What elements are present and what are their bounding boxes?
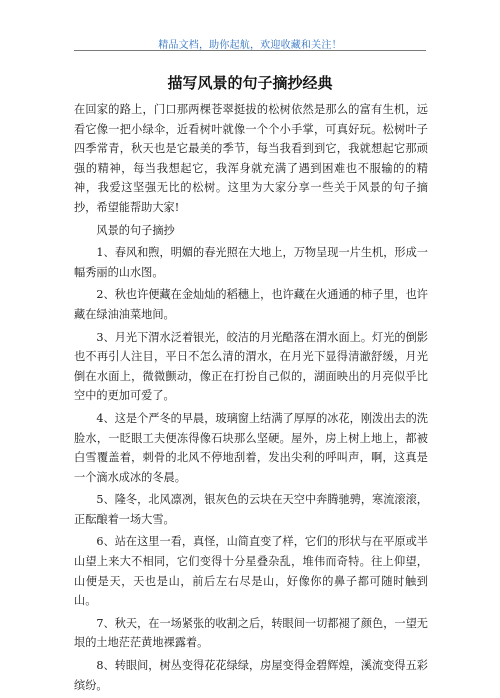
document-body — [74, 100, 428, 698]
list-item: 7、秋天，在一场紧张的收割之后，转眼间一切都褪了颜色，一望无垠的土地茫茫黄地裸露着。 — [74, 616, 428, 650]
intro-paragraph: 在回家的路上，门口那两棵苍翠挺拔的松树依然是那么的富有生机，远看它像一把小绿伞，近看树叶就像一个个小手掌，可真好玩。松树叶子四季常青，秋天也是它最美的季节，每当我看到到它，我就想起它那顽强的精神，每当我想起它，我浑身就充满了遇到困难也不服输的的精神，我爱这坚强无比的松树。这里为大家分享一些关于风景的句子摘抄，希望能帮助大家! — [74, 103, 428, 214]
list-item: 8、转眼间，树丛变得花花绿绿，房屋变得金碧辉煌，溪流变得五彩缤纷。 — [74, 659, 428, 692]
list-item: 5、隆冬，北风凛冽，银灰色的云块在天空中奔腾驰骋，寒流滚滚，正酝酿着一场大雪。 — [74, 493, 428, 526]
header-divider — [74, 50, 426, 51]
list-item: 1、春风和煦，明媚的春光照在大地上，万物呈现一片生机，形成一幅秀丽的山水图。 — [74, 246, 428, 279]
header-banner: 精品文档，助你起航，欢迎收藏和关注！ — [158, 40, 342, 51]
list-item: 3、月光下渭水泛着银光，皎洁的月光酷落在渭水面上。灯光的倒影也不再引人注目，平日不怎么清的渭水，在月光下显得清澈舒缓，月光倒在水面上，微微颤动，像正在打扮自己似的，湖面映出的月亮似乎比空中的更加可爱了。 — [74, 330, 428, 403]
document-title: 描写风景的句子摘抄经典 — [167, 74, 333, 92]
list-item: 4、这是个严冬的早晨，玻璃窗上结满了厚厚的冰花，刚泼出去的洗脸水，一眨眼工夫便冻得像石块那么坚硬。屋外，房上树上地上，都被白雪覆盖着，刺骨的北风不停地刮着，发出尖利的呼叫声，啊，这真是一个滴水成冰的冬晨。 — [74, 411, 428, 484]
list-item: 6、站在这里一看，真怪，山简直变了样，它们的形状与在平原或半山望上来大不相同，它们变得十分星叠杂乱，堆伟而奇特。往上仰望，山便是天，天也是山，前后左右尽是山，好像你的鼻子都可随时触到山。 — [74, 535, 428, 608]
list-item: 2、秋也许便藏在金灿灿的稻穗上，也许藏在火通通的柿子里，也许藏在绿油油菜地间。 — [74, 288, 428, 321]
section-heading: 风景的句子摘抄 — [96, 223, 175, 237]
